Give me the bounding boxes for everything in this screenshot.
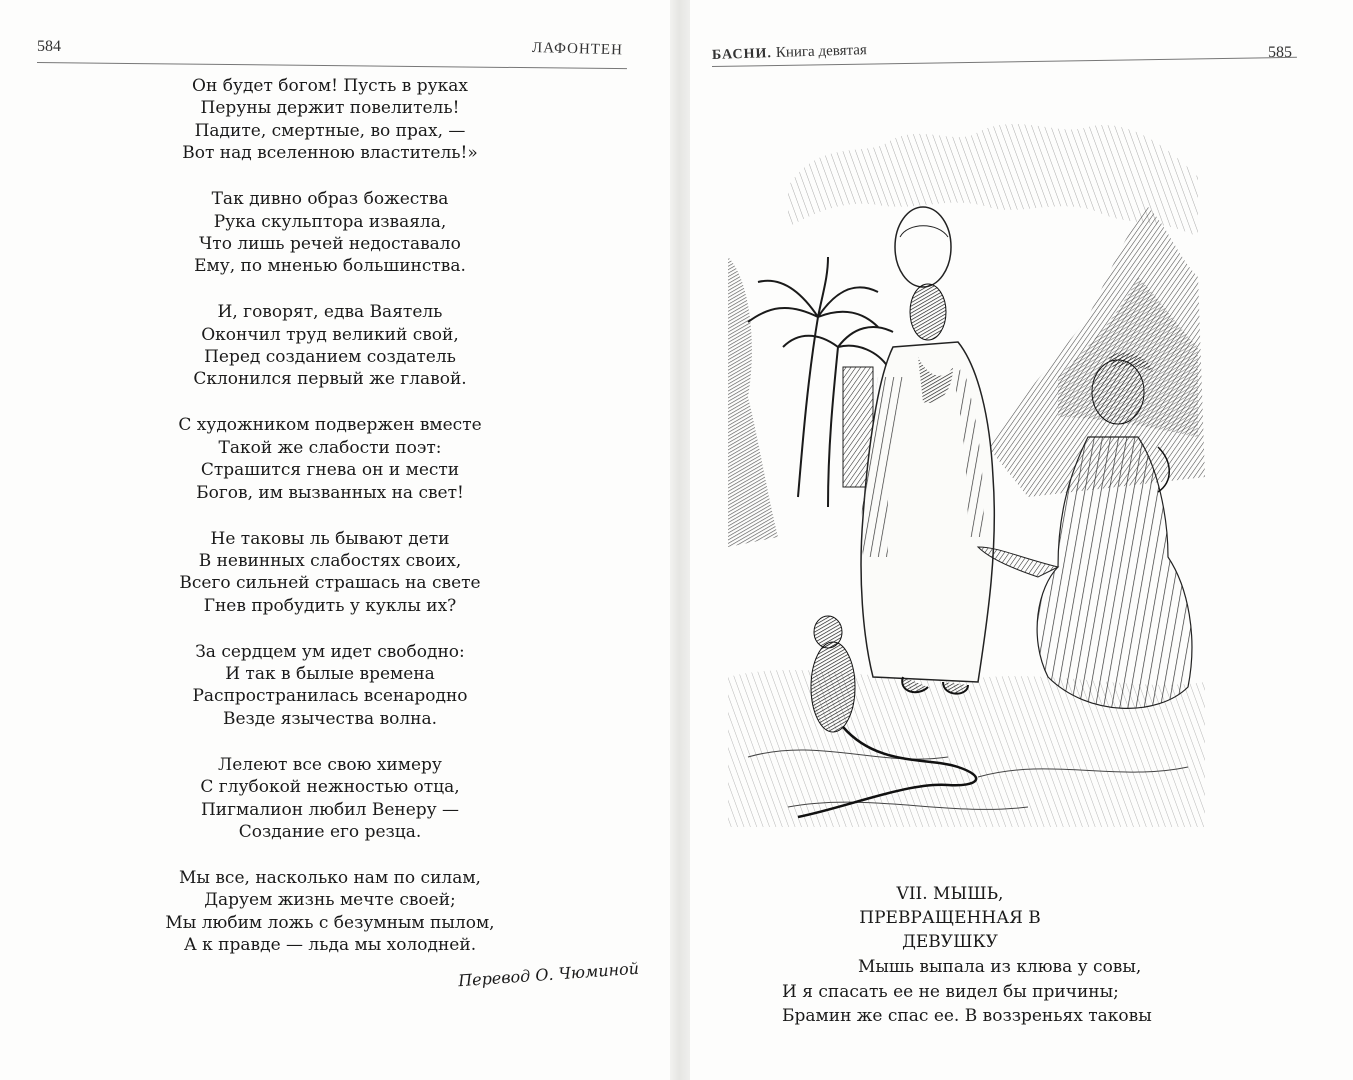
book-gutter bbox=[670, 0, 690, 1080]
poem-line: И так в былые времена bbox=[225, 664, 435, 685]
poem-line: Страшится гнева он и мести bbox=[200, 460, 460, 481]
poem-line: Не таковы ль бывают дети bbox=[210, 528, 450, 549]
poem-line: Всего сильней страшась на свете bbox=[179, 573, 481, 594]
poem-line: Мы все, насколько нам по силам, bbox=[179, 867, 481, 888]
poem-line: Создание его резца. bbox=[238, 821, 422, 842]
poem-stanza bbox=[110, 75, 550, 165]
poem-stanza bbox=[110, 641, 550, 731]
fable-title-line1: VII. МЫШЬ, bbox=[896, 884, 1004, 904]
poem-stanza bbox=[110, 188, 550, 278]
running-head-caps: БАСНИ. bbox=[711, 46, 773, 63]
poem-line: Даруем жизнь мечте своей; bbox=[204, 890, 456, 911]
mouse-body bbox=[811, 642, 855, 732]
poem-line: Окончил труд великий свой, bbox=[201, 324, 459, 345]
poem-line: Что лишь речей недоставало bbox=[199, 233, 461, 254]
running-head-book: Книга девятая bbox=[775, 42, 868, 61]
foliage-left bbox=[728, 257, 778, 547]
poem-line: С глубокой нежностью отца, bbox=[200, 777, 460, 798]
poem-line: Перуны держит повелитель! bbox=[200, 98, 460, 119]
poem-line: Склонился первый же главой. bbox=[193, 369, 467, 390]
brahmin-figure bbox=[861, 207, 994, 694]
translator-credit: Перевод О. Чюминой bbox=[457, 958, 640, 991]
fable-title bbox=[820, 882, 1080, 954]
poem-line: Гнев пробудить у куклы их? bbox=[203, 595, 457, 616]
running-head-left: ЛАФОНТЕН bbox=[531, 40, 624, 59]
poem-line: Так дивно образ божества bbox=[211, 189, 449, 210]
left-page bbox=[0, 0, 670, 1080]
brahmin-face bbox=[910, 284, 946, 340]
poem-line: Мы любим ложь с безумным пылом, bbox=[165, 912, 495, 933]
fable-line: Мышь выпала из клюва у совы, bbox=[858, 957, 1142, 977]
poem-stanza bbox=[110, 867, 550, 957]
woman-head bbox=[1092, 360, 1144, 424]
poem-line: Такой же слабости поэт: bbox=[218, 437, 442, 458]
poem-line: За сердцем ум идет свободно: bbox=[195, 641, 465, 662]
poem-stanza bbox=[110, 301, 550, 391]
poem-line: Он будет богом! Пусть в руках bbox=[192, 76, 468, 96]
engraving-illustration bbox=[728, 117, 1205, 827]
poem-line: Вот над вселенною властитель!» bbox=[182, 143, 478, 164]
poem-line: И, говорят, едва Ваятель bbox=[217, 302, 443, 323]
poem-stanza bbox=[110, 414, 550, 504]
page-number-left: 584 bbox=[37, 38, 61, 55]
fable-text bbox=[782, 955, 1152, 1029]
fable-line: И я спасать ее не видел бы причины; bbox=[782, 981, 1119, 1002]
poem-line: Перед созданием создатель bbox=[204, 347, 456, 368]
fable-line: Брамин же спас ее. В воззреньях таковы bbox=[782, 1006, 1152, 1026]
poem-stanza bbox=[110, 528, 550, 618]
poem-line: Падите, смертные, во прах, — bbox=[194, 120, 466, 141]
page-number-right: 585 bbox=[1268, 44, 1292, 61]
turban bbox=[895, 207, 951, 287]
poem-line: Распространилась всенародно bbox=[192, 686, 468, 707]
mouse-head bbox=[814, 616, 842, 648]
poem-stanza bbox=[110, 754, 550, 844]
header-rule-left bbox=[37, 62, 627, 69]
poem-line: Рука скульптора изваяла, bbox=[213, 211, 447, 232]
clouds-shape bbox=[788, 124, 1198, 237]
poem-body bbox=[110, 75, 550, 980]
fable-title-line2: ПРЕВРАЩЕННАЯ В ДЕВУШКУ bbox=[859, 908, 1041, 952]
poem-line: Лелеют все свою химеру bbox=[218, 754, 442, 775]
poem-line: Пигмалион любил Венеру — bbox=[200, 799, 460, 820]
poem-line: В невинных слабостях своих, bbox=[198, 550, 462, 571]
poem-line: Богов, им вызванных на свет! bbox=[196, 482, 464, 503]
poem-line: А к правде — льда мы холодней. bbox=[183, 935, 477, 956]
poem-line: Везде язычества волна. bbox=[222, 708, 438, 729]
poem-line: Ему, по мненью большинства. bbox=[194, 256, 466, 277]
poem-line: С художником подвержен вместе bbox=[178, 415, 482, 436]
